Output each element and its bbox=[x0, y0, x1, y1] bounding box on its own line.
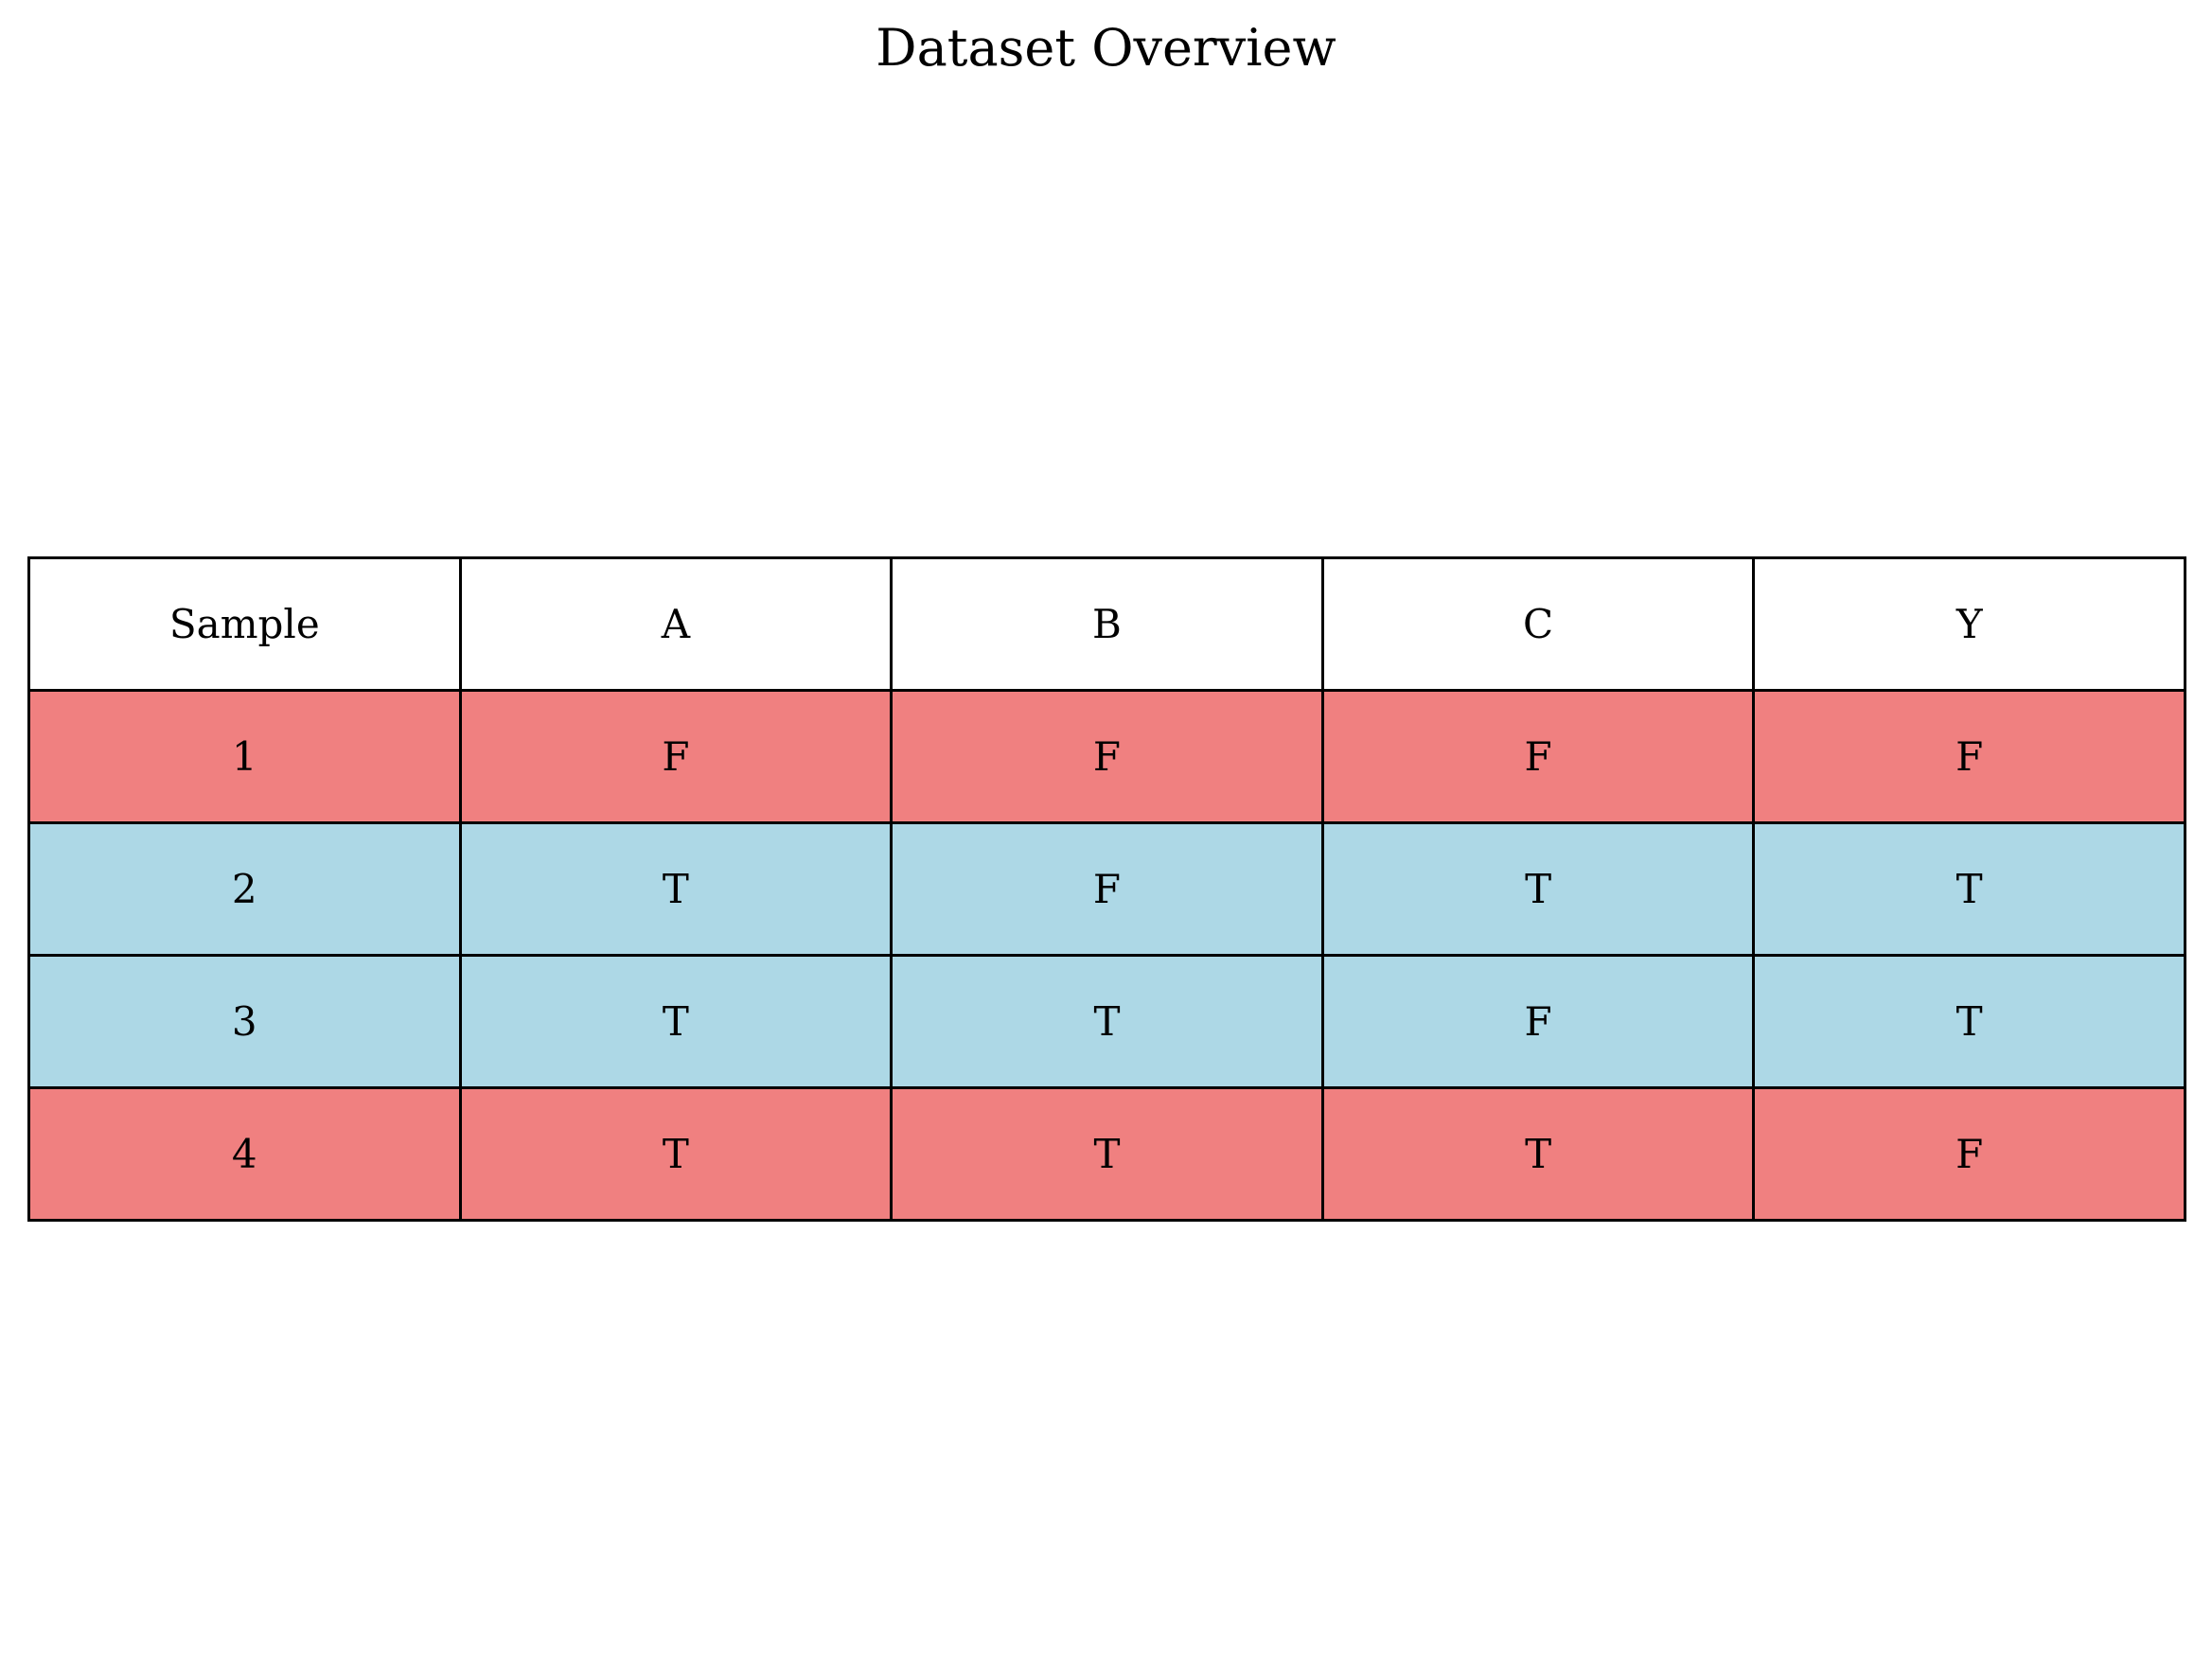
column-header-y: Y bbox=[1754, 558, 2185, 691]
table-cell: T bbox=[460, 1088, 892, 1221]
table-cell: F bbox=[1322, 956, 1754, 1088]
table-cell: T bbox=[1754, 956, 2185, 1088]
table-cell: T bbox=[1754, 823, 2185, 956]
table-cell: F bbox=[1322, 691, 1754, 823]
table-cell: F bbox=[1754, 1088, 2185, 1221]
column-header-sample: Sample bbox=[29, 558, 461, 691]
table-row bbox=[29, 1088, 2185, 1221]
table-cell: 4 bbox=[29, 1088, 461, 1221]
table-cell: T bbox=[460, 823, 892, 956]
table-cell: F bbox=[892, 691, 1323, 823]
table-cell: T bbox=[1322, 1088, 1754, 1221]
table-cell: F bbox=[460, 691, 892, 823]
column-header-b: B bbox=[892, 558, 1323, 691]
dataset-table bbox=[27, 556, 2186, 1222]
column-header-a: A bbox=[460, 558, 892, 691]
table-cell: 1 bbox=[29, 691, 461, 823]
table-cell: T bbox=[892, 956, 1323, 1088]
chart-title: Dataset Overview bbox=[876, 18, 1336, 78]
table-row bbox=[29, 956, 2185, 1088]
table-cell: 2 bbox=[29, 823, 461, 956]
table-cell: T bbox=[892, 1088, 1323, 1221]
table-row bbox=[29, 823, 2185, 956]
table-cell: F bbox=[1754, 691, 2185, 823]
table-row bbox=[29, 691, 2185, 823]
table-cell: T bbox=[1322, 823, 1754, 956]
column-header-c: C bbox=[1322, 558, 1754, 691]
table-cell: F bbox=[892, 823, 1323, 956]
table-cell: T bbox=[460, 956, 892, 1088]
table-cell: 3 bbox=[29, 956, 461, 1088]
table-header-row bbox=[29, 558, 2185, 691]
